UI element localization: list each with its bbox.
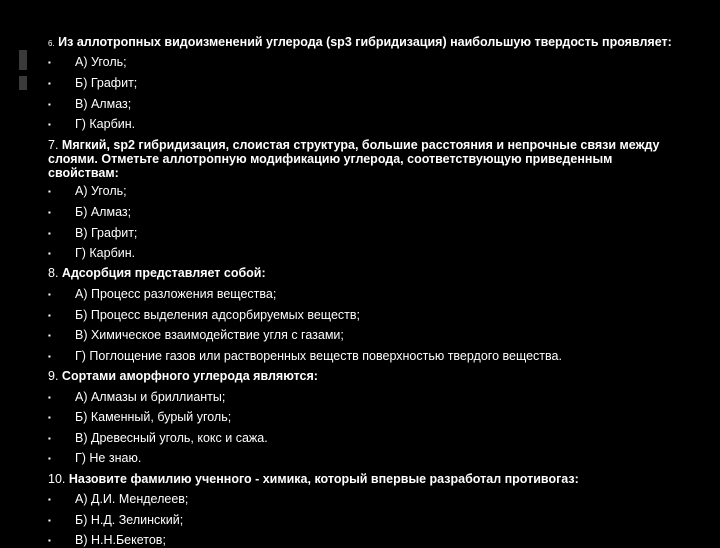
question-text: Адсорбция представляет собой: bbox=[61, 266, 266, 280]
option: ▪ В) Н.Н.Бекетов; bbox=[48, 533, 166, 547]
option: ▪ Г) Не знаю. bbox=[48, 451, 142, 465]
bullet-icon: ▪ bbox=[48, 311, 51, 320]
bullet-icon: ▪ bbox=[48, 516, 51, 525]
bullet-icon: ▪ bbox=[48, 58, 51, 67]
option: ▪ Б) Каменный, бурый уголь; bbox=[48, 410, 232, 424]
question-8 bbox=[48, 266, 698, 280]
question-text: Мягкий, sp2 гибридизация, слоистая структура, большие расстояния и непрочные связи между слоями. Отметьте аллотропную модификацию углерода, соответствующую приведенным свойствам: bbox=[48, 138, 660, 180]
bullet-icon: ▪ bbox=[48, 393, 51, 402]
option: ▪ Б) Процесс выделения адсорбируемых веществ; bbox=[48, 308, 360, 322]
option: ▪ Г) Карбин. bbox=[48, 117, 136, 131]
decor-bar-top bbox=[19, 50, 27, 70]
bullet-icon: ▪ bbox=[48, 331, 51, 340]
question-text: Из аллотропных видоизменений углерода (sp3 гибридизация) наибольшую твердость проявляет: bbox=[58, 35, 672, 49]
bullet-icon: ▪ bbox=[48, 100, 51, 109]
question-number: 9. bbox=[48, 369, 59, 383]
question-7 bbox=[48, 138, 668, 180]
question-text: Сортами аморфного углерода являются: bbox=[61, 369, 318, 383]
question-9 bbox=[48, 369, 698, 383]
option: ▪ А) Процесс разложения вещества; bbox=[48, 287, 277, 301]
bullet-icon: ▪ bbox=[48, 249, 51, 258]
option: ▪ В) Древесный уголь, кокс и сажа. bbox=[48, 431, 268, 445]
option: ▪ А) Д.И. Менделеев; bbox=[48, 492, 189, 506]
bullet-icon: ▪ bbox=[48, 290, 51, 299]
question-10 bbox=[48, 472, 698, 486]
option: ▪ Г) Карбин. bbox=[48, 246, 136, 260]
bullet-icon: ▪ bbox=[48, 434, 51, 443]
option: ▪ Г) Поглощение газов или растворенных веществ поверхностью твердого вещества. bbox=[48, 349, 562, 363]
option: ▪ Б) Графит; bbox=[48, 76, 138, 90]
option: ▪ А) Уголь; bbox=[48, 184, 127, 198]
bullet-icon: ▪ bbox=[48, 495, 51, 504]
option: ▪ А) Уголь; bbox=[48, 55, 127, 69]
bullet-icon: ▪ bbox=[48, 187, 51, 196]
question-number: 7. bbox=[48, 138, 59, 152]
bullet-icon: ▪ bbox=[48, 229, 51, 238]
option: ▪ Б) Алмаз; bbox=[48, 205, 132, 219]
option: ▪ В) Алмаз; bbox=[48, 97, 132, 111]
bullet-icon: ▪ bbox=[48, 413, 51, 422]
decor-bar-bottom bbox=[19, 76, 27, 90]
question-number: 6. bbox=[48, 39, 55, 48]
option: ▪ В) Графит; bbox=[48, 226, 138, 240]
bullet-icon: ▪ bbox=[48, 208, 51, 217]
option: ▪ Б) Н.Д. Зелинский; bbox=[48, 513, 184, 527]
bullet-icon: ▪ bbox=[48, 352, 51, 361]
bullet-icon: ▪ bbox=[48, 536, 51, 545]
question-6 bbox=[48, 35, 698, 51]
question-text: Назовите фамилию ученного - химика, который впервые разработал противогаз: bbox=[68, 472, 579, 486]
bullet-icon: ▪ bbox=[48, 454, 51, 463]
option: ▪ А) Алмазы и бриллианты; bbox=[48, 390, 226, 404]
bullet-icon: ▪ bbox=[48, 120, 51, 129]
question-number: 10. bbox=[48, 472, 66, 486]
bullet-icon: ▪ bbox=[48, 79, 51, 88]
question-number: 8. bbox=[48, 266, 59, 280]
option: ▪ В) Химическое взаимодействие угля с газами; bbox=[48, 328, 344, 342]
